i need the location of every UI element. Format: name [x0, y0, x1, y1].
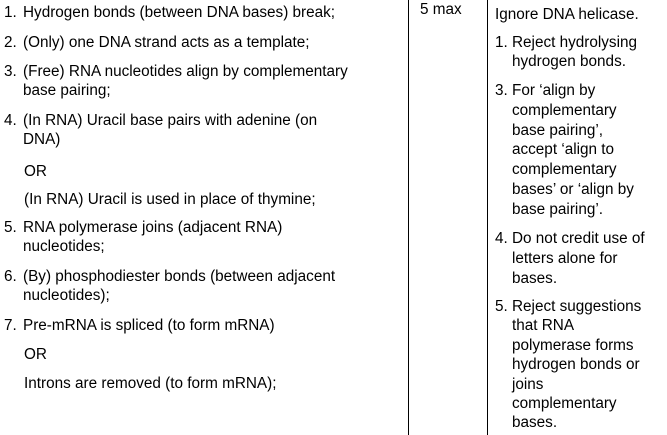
answer-number: 7.	[4, 317, 17, 334]
answer-line: (By) phosphodiester bonds (between adjacent	[23, 268, 336, 285]
answer-number: 5.	[4, 219, 17, 236]
answer-line: base pairing;	[23, 82, 111, 99]
answer-line: Pre-mRNA is spliced (to form mRNA)	[23, 317, 275, 334]
answer-line: nucleotides);	[23, 287, 110, 304]
guidance-number: 1.	[495, 34, 508, 51]
answer-number: 6.	[4, 268, 17, 285]
guidance-line: bases’ or ‘align by	[512, 181, 634, 198]
answer-number: 4.	[4, 112, 17, 129]
guidance-line: complementary	[512, 395, 617, 412]
answer-line: Hydrogen bonds (between DNA bases) break;	[23, 4, 336, 21]
column-divider-left	[408, 0, 409, 435]
guidance-number: 5.	[495, 298, 508, 315]
answer-line: (In RNA) Uracil base pairs with adenine (on	[23, 112, 318, 129]
answer-line: (Only) one DNA strand acts as a template;	[23, 34, 310, 51]
answer-line: DNA)	[23, 131, 61, 148]
guidance-number: 4.	[495, 230, 508, 247]
guidance-number: 3.	[495, 82, 508, 99]
guidance-line: that RNA	[512, 317, 575, 335]
answer-alternative: Introns are removed (to form mRNA);	[24, 375, 277, 392]
guidance-line: complementary	[512, 101, 617, 119]
guidance-line: accept ‘align to	[512, 141, 615, 159]
answer-or: OR	[24, 346, 47, 363]
answer-line: nucleotides;	[23, 238, 105, 255]
guidance-line: base pairing’,	[512, 121, 603, 139]
answer-or: OR	[24, 163, 47, 180]
guidance-line: letters alone for	[512, 249, 618, 267]
guidance-line: hydrogen bonds.	[512, 53, 626, 70]
answer-alternative: (In RNA) Uracil is used in place of thymine;	[24, 191, 316, 208]
guidance-line: joins	[512, 375, 544, 393]
guidance-line: Reject hydrolysing	[512, 34, 637, 51]
guidance-line: hydrogen bonds or	[512, 356, 640, 374]
guidance-line: bases.	[512, 269, 558, 287]
guidance-line: For ‘align by	[512, 82, 596, 99]
guidance-line: complementary	[512, 161, 617, 179]
guidance-line: Do not credit use of	[512, 230, 645, 247]
answer-number: 2.	[4, 34, 17, 51]
answer-line: (Free) RNA nucleotides align by complementary	[23, 63, 348, 80]
answer-number: 1.	[4, 4, 17, 21]
answer-line: RNA polymerase joins (adjacent RNA)	[23, 219, 283, 236]
answer-number: 3.	[4, 63, 17, 80]
marks-value: 5 max	[420, 1, 462, 18]
guidance-intro: Ignore DNA helicase.	[495, 6, 639, 23]
guidance-line: polymerase forms	[512, 336, 634, 354]
column-divider-right	[487, 0, 488, 435]
guidance-line: Reject suggestions	[512, 298, 642, 315]
guidance-line: bases.	[512, 414, 558, 432]
guidance-line: base pairing’.	[512, 200, 603, 218]
